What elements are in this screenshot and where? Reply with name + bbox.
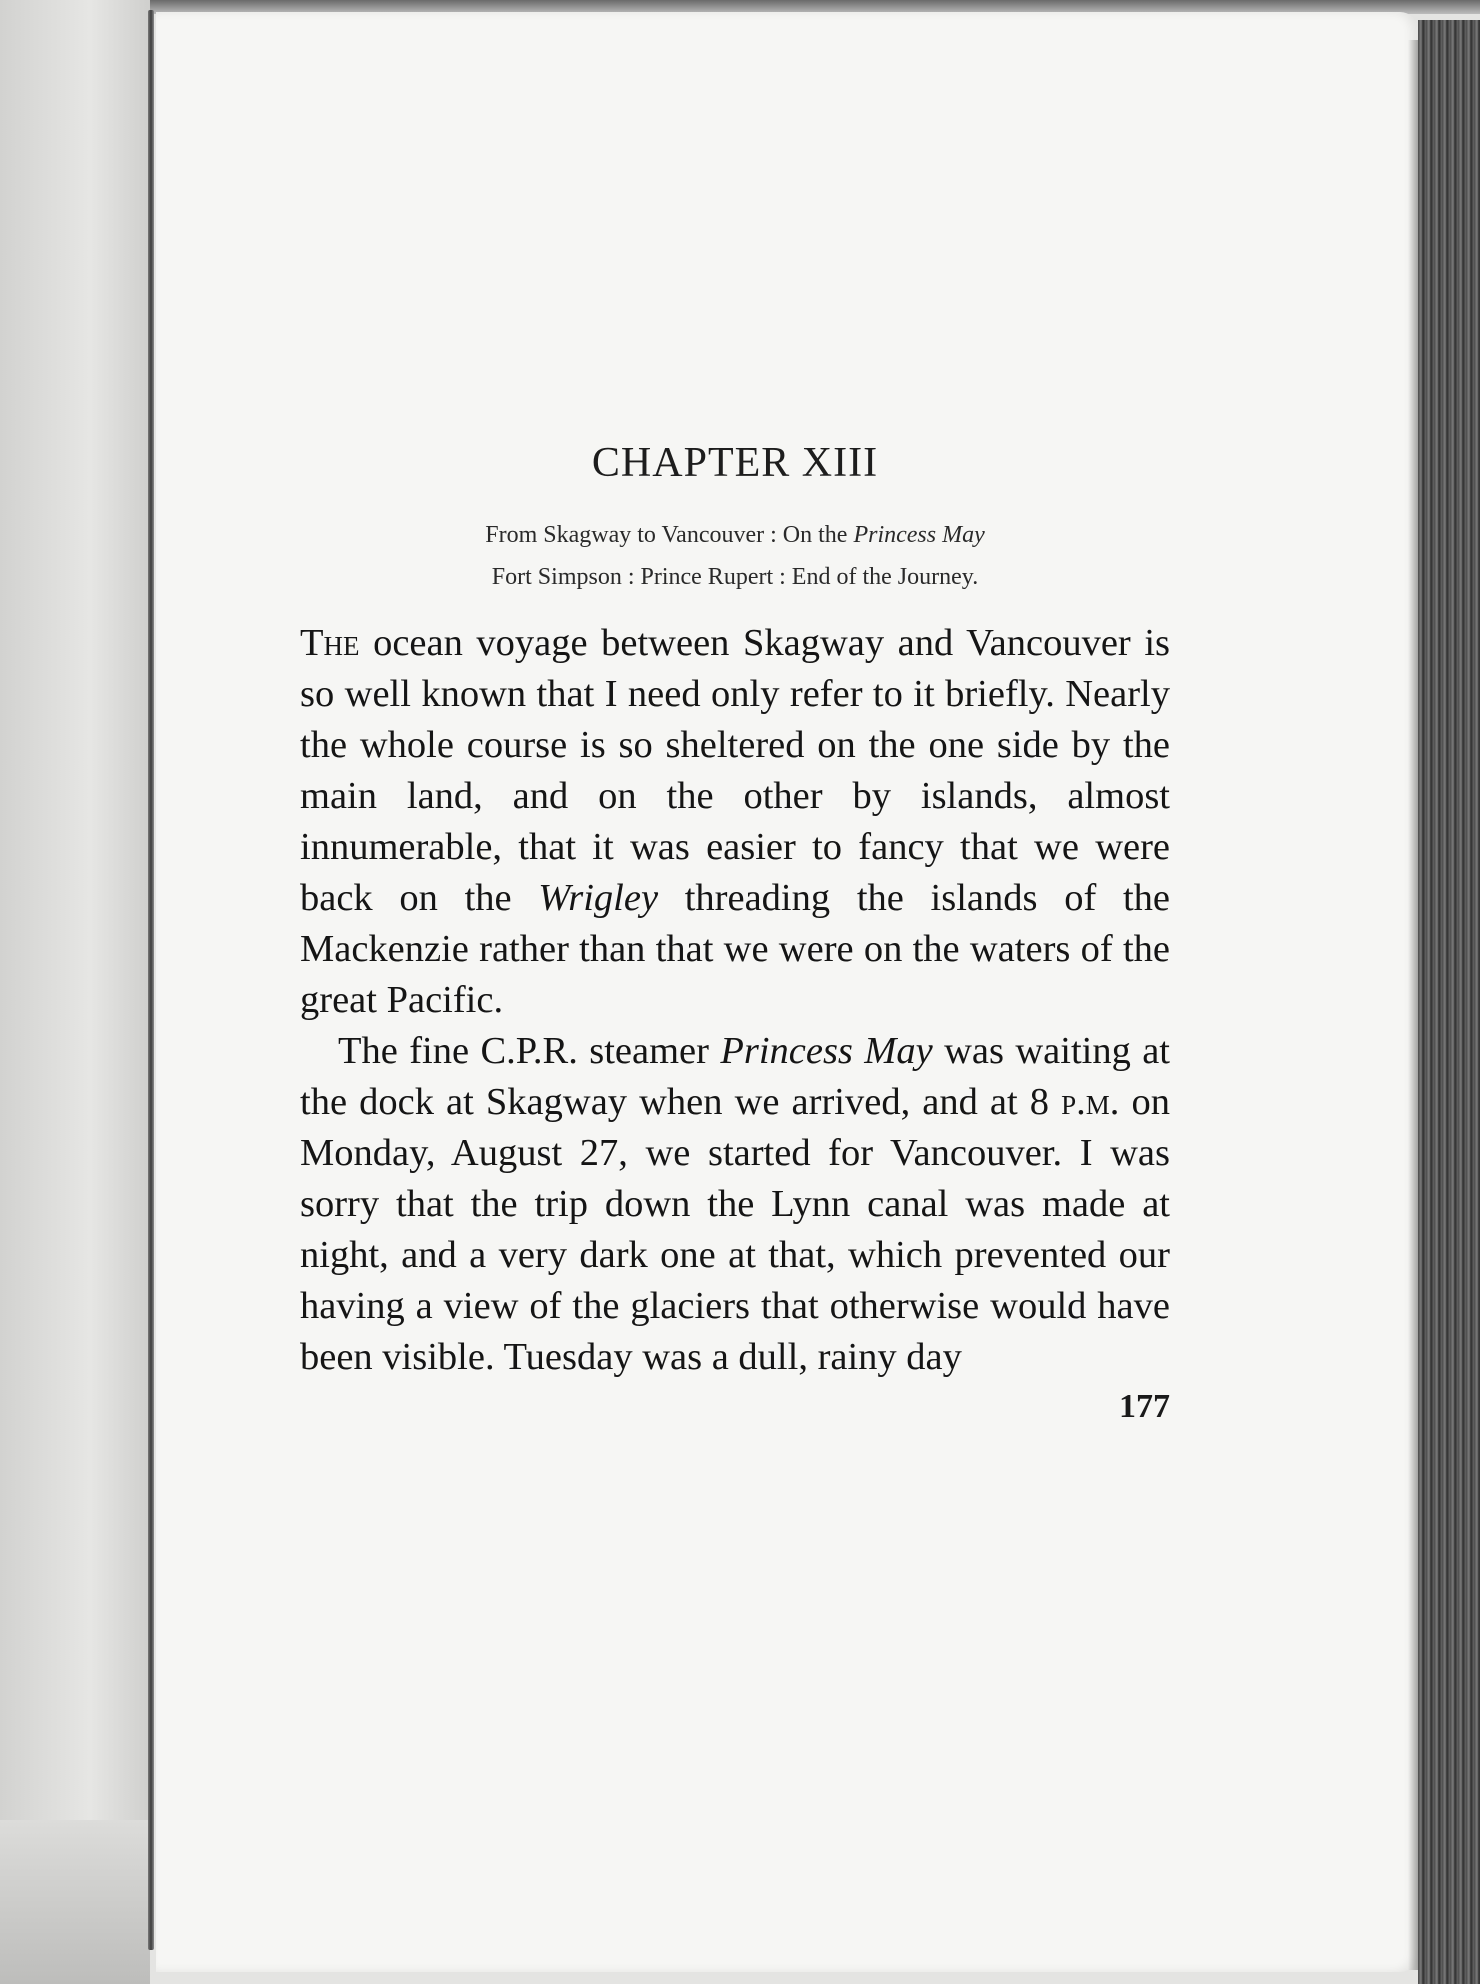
body-text [300,618,1170,1383]
paragraph-2-text-b: was waiting at the dock at Skagway when we arrived, and at 8 [300,1030,1171,1124]
paragraph-1 [300,618,1170,1026]
chapter-title: CHAPTER XIII [591,440,879,486]
paragraph-2-time: p.m. [1061,1081,1120,1124]
summary-ship-name: Princess May [853,522,985,549]
previous-page-lower-shadow [0,1820,150,1984]
book-gutter [148,10,154,1950]
paragraph-2-ship-name: Princess May [720,1030,933,1073]
previous-page-edge [0,0,150,1984]
summary-line-1 [300,514,1170,556]
paragraph-2 [300,1026,1170,1383]
chapter-summary [300,514,1170,598]
paragraph-2-text-c: on Monday, August 27, we started for Vancouver. I was sorry that the trip down the Lynn canal was made at night, and a very dark one at that, which prevented our having a view of the glaciers that otherwise would have been visible. Tuesday was a dull, rainy day [300,1081,1170,1379]
paragraph-1-text-a: ocean voyage between Skagway and Vancouver is so well known that I need only refer to it briefly. Nearly the whole course is so sheltered on the one side by the main land, and on the other by islands, almost innumerable, that it was easier to fancy that we were back on the [300,622,1170,920]
page-number: 177 [1119,1388,1170,1426]
summary-line-1-text: From Skagway to Vancouver : On the [485,522,854,549]
paragraph-1-text-b: threading the islands of the Mackenzie rather than that we were on the waters of the great Pacific. [300,877,1170,1022]
summary-line-2: Fort Simpson : Prince Rupert : End of the Journey. [491,564,979,591]
paragraph-1-ship-name: Wrigley [538,877,659,920]
page-text-block [300,420,1170,1429]
book-page-edges [1418,20,1480,1984]
paragraph-1-lead: The [300,622,360,665]
paragraph-2-text-a: The fine C.P.R. steamer [338,1030,721,1073]
